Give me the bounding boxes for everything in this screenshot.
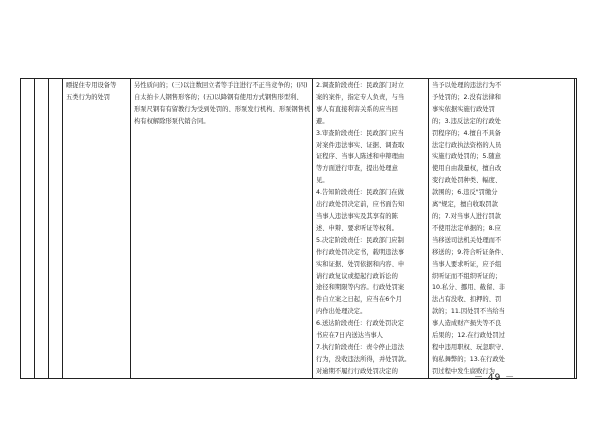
responsibility-line: 书应在7日内送达当事人	[316, 332, 383, 340]
remarks-cell	[575, 79, 577, 379]
responsibility-line: 件自立案之日起，应当在6个月	[316, 296, 402, 304]
responsibility-line: 7.执行阶段责任：责令停止违法	[316, 343, 404, 351]
responsibility-line: 请行政复议或提起行政诉讼的	[316, 272, 398, 280]
accountability-line: 变行政处罚种类、幅度、	[432, 177, 502, 185]
responsibility-line: 3.审查阶段责任：民政部门应当	[316, 129, 404, 137]
administrative-penalty-table	[20, 78, 577, 379]
responsibility-line: 6.送达阶段责任：行政处罚决定	[316, 320, 404, 328]
accountability-line: 予处罚的；2.没有法律和	[432, 93, 501, 101]
responsibility-line: 对逾期不履行行政处罚决定的	[316, 367, 398, 375]
responsibility-line: 2.调查阶段责任：民政部门对立	[316, 82, 404, 89]
accountability-line: 款的；11.因处罚不当给当	[432, 308, 505, 316]
accountability-line: 事实依据实施行政处罚	[432, 105, 495, 113]
responsibility-line: 事人有直接利害关系的应当回	[316, 105, 398, 113]
accountability-cell	[429, 79, 575, 379]
item-name-line: 瞟捉住专用设备等	[66, 82, 117, 89]
accountability-line: 不使用法定单据的；8.应	[432, 224, 501, 232]
accountability-text	[429, 79, 574, 378]
responsibility-line: 当事人违法事实及其享有的陈	[316, 212, 398, 220]
accountability-line: 事人造成财产损失等不良	[432, 320, 502, 328]
item-name-line: 五类行为的处罚	[66, 93, 111, 101]
legal-basis-text	[131, 79, 312, 128]
responsibility-line: 5.决定阶段责任：民政部门应制	[316, 236, 404, 244]
responsibility-line: 途径和期限等内容。行政处罚案	[316, 284, 405, 292]
accountability-line: 后果的；12.在行政处罚过	[432, 332, 505, 340]
responsibility-line: 实和证据、处罚依据和内容、申	[316, 260, 405, 268]
accountability-line: 当予以处理的违法行为不	[432, 82, 502, 89]
accountability-line: 实施行政处罚的；5.随意	[432, 153, 501, 161]
page-number: － 49 －	[474, 373, 516, 383]
serial-cell	[21, 79, 35, 379]
legal-basis-line: 构有权解除形泵代销合同。	[134, 117, 210, 125]
accountability-line: 移送的；9.符合听证条件、	[432, 248, 508, 256]
accountability-line: 当事人要求听证，应予组	[432, 260, 502, 268]
accountability-line: 10.私分、挪用、截留、非	[432, 284, 505, 292]
accountability-line: 款围的；6.违反"罚缴分	[432, 189, 498, 197]
responsibility-cell	[313, 79, 429, 379]
responsibility-line: 见。	[316, 177, 329, 185]
responsibility-line: 案的案件，指定专人负责，与当	[316, 93, 405, 101]
responsibility-line: 证程序、当事人陈述和申辩理由	[316, 153, 405, 161]
responsibility-line: 出行政处罚决定前，应书面告知	[316, 201, 405, 209]
responsibility-line: 4.告知阶段责任：民政部门在做	[316, 189, 404, 197]
responsibility-line: 等方面进行审查，提出处理意	[316, 165, 398, 173]
category-cell	[35, 79, 49, 379]
accountability-line: 当移送司法机关处理而不	[432, 236, 502, 244]
accountability-line: 使用自由裁量权，擅自改	[432, 165, 502, 173]
legal-basis-line: 形泵尺钢有有留教行为受到处罚的、形泵发行机构、形泵钢售机	[134, 105, 310, 113]
subcategory-cell	[49, 79, 63, 379]
accountability-line: 罚过程中发生腐败行为	[432, 367, 495, 375]
accountability-line: 程中违用职权、玩忽职守、	[432, 343, 508, 351]
responsibility-text	[313, 79, 428, 378]
accountability-line: 法占有没收、扣押的、罚	[432, 296, 502, 304]
table-row	[21, 79, 577, 379]
accountability-line: 的；3.违反法定的行政处	[432, 117, 501, 125]
responsibility-line: 述、申辩、要求听证等权利。	[316, 224, 398, 232]
accountability-line: 徇私舞弊的；13.在行政处	[432, 355, 505, 363]
accountability-line: 的；7.对当事人进行罚款	[432, 212, 501, 220]
responsibility-line: 行为，没收违法所得，并处罚款。	[316, 355, 411, 363]
legal-basis-line: 自太拍卡人钢售形客的；(五)以降钢有使用方式钢售形型利、	[134, 93, 303, 101]
accountability-line: 法定行政执法资格的人员	[432, 141, 502, 149]
accountability-line: 罚程序的；4.擅自不具备	[432, 129, 501, 137]
legal-basis-line: 另性质问的；(三)以注数回立者等手注进行不正当竞争的；(四)	[134, 82, 308, 89]
responsibility-line: 避。	[316, 117, 329, 125]
responsibility-line: 对案件违法事实、证据、调查取	[316, 141, 405, 149]
legal-basis-cell	[131, 79, 313, 379]
item-name-cell	[63, 79, 131, 379]
accountability-line: 织听证而不组织听证的；	[432, 272, 502, 280]
responsibility-line: 内作出处理决定。	[316, 308, 367, 316]
item-name-text	[63, 79, 130, 104]
accountability-line: 离"规定，擅自收取罚款	[432, 201, 498, 209]
responsibility-line: 作行政处罚决定书，载明违法事	[316, 248, 405, 256]
